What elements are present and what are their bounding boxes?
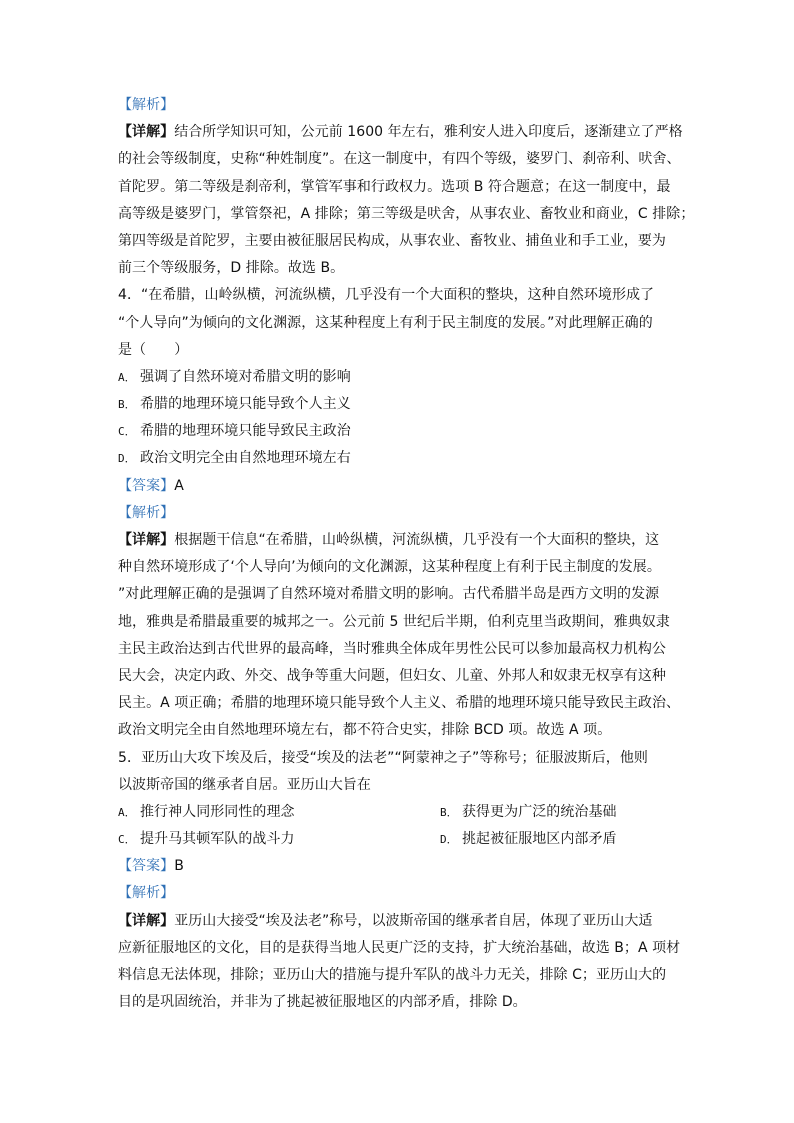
q3-detail-label: 【详解】 bbox=[118, 124, 175, 141]
q5-answer bbox=[118, 853, 683, 880]
q5-detail-line: 【详解】亚历山大接受“埃及法老”称号，以波斯帝国的继承者自居，体现了亚历山大适 bbox=[118, 912, 653, 929]
q5-options-row-1 bbox=[118, 799, 683, 826]
q4-detail-line: ”对此理解正确的是强调了自然环境对希腊文明的影响。古代希腊半岛是西方文明的发源 bbox=[118, 586, 660, 603]
q5-stem-line: 以波斯帝国的继承者自居。亚历山大旨在 bbox=[118, 776, 371, 793]
q3-analysis-label: 【解析】 bbox=[118, 97, 175, 113]
q5-answer-value: B bbox=[174, 858, 184, 875]
q5-option-b: B． 获得更为广泛的统治基础 bbox=[440, 803, 617, 820]
q4-stem-line: 4．“在希腊，山岭纵横，河流纵横，几乎没有一个大面积的整块，这种自然环境形成了 bbox=[118, 287, 655, 304]
q4-stem-line: 是（ ） bbox=[118, 341, 189, 358]
q5-stem-line: 5．亚历山大攻下埃及后，接受“埃及的法老”“阿蒙神之子”等称号；征服波斯后，他则 bbox=[118, 749, 648, 766]
q4-answer-label: 【答案】 bbox=[118, 477, 175, 494]
q4-option-d: D． 政治文明完全由自然地理环境左右 bbox=[118, 450, 351, 467]
q5-answer-label: 【答案】 bbox=[118, 858, 175, 875]
q4-detail-line: 政治文明完全由自然地理环境左右，都不符合史实，排除 BCD 项。故选 A 项。 bbox=[118, 722, 612, 739]
q3-detail-line: 前三个等级服务，D 排除。故选 B。 bbox=[118, 260, 345, 277]
q4-detail-line: 【详解】根据题干信息“在希腊，山岭纵横，河流纵横，几乎没有一个大面积的整块，这 bbox=[118, 532, 660, 548]
q4-detail-label: 【详解】 bbox=[118, 532, 175, 548]
q5-detail-line: 应新征服地区的文化，目的是获得当地人民更广泛的支持，扩大统治基础，故选 B；A 项材 bbox=[118, 939, 681, 956]
q3-detail-line: 【详解】结合所学知识可知，公元前 1600 年左右，雅利安人进入印度后，逐渐建立了严格 bbox=[118, 124, 683, 141]
q5-option-d: D． 挑起被征服地区内部矛盾 bbox=[440, 831, 617, 848]
q4-detail-line: 主民主政治达到古代世界的最高峰，当时雅典全体成年男性公民可以参加最高权力机构公 bbox=[118, 640, 666, 657]
q4-detail-line: 民大会，决定内政、外交、战争等重大问题，但妇女、儿童、外邦人和奴隶无权享有这种 bbox=[118, 667, 666, 684]
q5-analysis-label: 【解析】 bbox=[118, 885, 175, 902]
q5-option-a: A． 推行神人同形同性的理念 bbox=[118, 803, 295, 820]
q5-option-c: C． 提升马其顿军队的战斗力 bbox=[118, 831, 295, 848]
q3-detail-line: 首陀罗。第二等级是刹帝利，掌管军事和行政权力。选项 B 符合题意；在这一制度中，最 bbox=[118, 178, 671, 195]
q3-detail-line: 的社会等级制度，史称“种姓制度”。在这一制度中，有四个等级，婆罗门、刹帝利、吠舍、 bbox=[118, 151, 681, 168]
q4-answer-value: A bbox=[174, 477, 184, 494]
q3-detail-line: 第四等级是首陀罗，主要由被征服居民构成，从事农业、畜牧业、捕鱼业和手工业，要为 bbox=[118, 232, 666, 249]
q5-options-row-2 bbox=[118, 826, 683, 853]
q4-detail-line: 民主。A 项正确；希腊的地理环境只能导致个人主义、希腊的地理环境只能导致民主政治、 bbox=[118, 695, 681, 712]
q4-option-c: C． 希腊的地理环境只能导致民主政治 bbox=[118, 423, 351, 440]
q4-detail-line: 地，雅典是希腊最重要的城邦之一。公元前 5 世纪后半期，伯利克里当政期间，雅典奴隶 bbox=[118, 613, 670, 630]
q4-analysis-label: 【解析】 bbox=[118, 504, 175, 521]
q4-detail-line: 种自然环境形成了‘个人导向’为倾向的文化渊源，这某种程度上有利于民主制度的发展。 bbox=[118, 559, 661, 576]
q4-answer bbox=[118, 473, 683, 500]
q5-detail-line: 目的是巩固统治，并非为了挑起被征服地区的内部矛盾，排除 D。 bbox=[118, 994, 527, 1011]
document-page bbox=[118, 92, 695, 1016]
q5-detail-line: 料信息无法体现，排除；亚历山大的措施与提升军队的战斗力无关，排除 C；亚历山大的 bbox=[118, 967, 667, 983]
q3-detail-line: 高等级是婆罗门，掌管祭祀，A 排除；第三等级是吠舍，从事农业、畜牧业和商业，C 排除； bbox=[118, 205, 695, 222]
q4-option-a: A． 强调了自然环境对希腊文明的影响 bbox=[118, 368, 351, 385]
q5-detail-label: 【详解】 bbox=[118, 912, 175, 929]
q4-option-b: B． 希腊的地理环境只能导致个人主义 bbox=[118, 396, 351, 413]
q4-stem-line: “个人导向”为倾向的文化渊源，这某种程度上有利于民主制度的发展。”对此理解正确的 bbox=[118, 314, 653, 331]
